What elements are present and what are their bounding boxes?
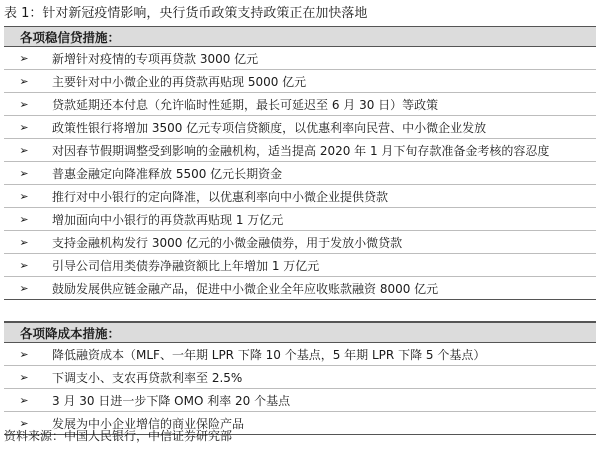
row-text: 主要针对中小微企业的再贷款再贴现 5000 亿元 xyxy=(52,74,307,89)
section-cost xyxy=(4,322,596,435)
bullet-arrow-icon: ➢ xyxy=(19,416,29,430)
table-row xyxy=(4,208,596,231)
bullet-arrow-icon: ➢ xyxy=(19,51,29,65)
row-text: 增加面向中小银行的再贷款再贴现 1 万亿元 xyxy=(52,212,284,227)
section-gap xyxy=(4,300,596,322)
table-row xyxy=(4,185,596,208)
row-text: 引导公司信用类债券净融资额比上年增加 1 万亿元 xyxy=(52,258,320,273)
table-row xyxy=(4,116,596,139)
table-row xyxy=(4,366,596,389)
row-text: 推行对中小银行的定向降准，以优惠利率向中小微企业提供贷款 xyxy=(52,189,389,204)
table-row xyxy=(4,47,596,70)
bullet-arrow-icon: ➢ xyxy=(19,74,29,88)
bullet-arrow-icon: ➢ xyxy=(19,258,29,272)
table-row xyxy=(4,254,596,277)
bullet-arrow-icon: ➢ xyxy=(19,393,29,407)
section-header: 各项稳信贷措施： xyxy=(4,26,596,47)
bullet-arrow-icon: ➢ xyxy=(19,143,29,157)
table-row xyxy=(4,231,596,254)
row-text: 新增针对疫情的专项再贷款 3000 亿元 xyxy=(52,51,259,66)
source-note: 资料来源：中国人民银行，中信证券研究部 xyxy=(4,429,233,443)
row-text: 下调支小、支农再贷款利率至 2.5% xyxy=(52,370,243,385)
bullet-arrow-icon: ➢ xyxy=(19,370,29,384)
table-row xyxy=(4,343,596,366)
row-text: 普惠金融定向降准释放 5500 亿元长期资金 xyxy=(52,166,283,181)
table-row xyxy=(4,277,596,300)
table-row xyxy=(4,93,596,116)
section-credit xyxy=(4,26,596,300)
section-header: 各项降成本措施： xyxy=(4,322,596,343)
row-text: 贷款延期还本付息（允许临时性延期，最长可延迟至 6 月 30 日）等政策 xyxy=(52,97,439,112)
table-row xyxy=(4,389,596,412)
bullet-arrow-icon: ➢ xyxy=(19,120,29,134)
row-text: 政策性银行将增加 3500 亿元专项信贷额度，以优惠利率向民营、中小微企业发放 xyxy=(52,120,487,135)
bullet-arrow-icon: ➢ xyxy=(19,281,29,295)
table-row xyxy=(4,162,596,185)
row-text: 降低融资成本（MLF、一年期 LPR 下降 10 个基点，5 年期 LPR 下降 5 个基点） xyxy=(52,347,486,362)
table-row xyxy=(4,70,596,93)
section-rows xyxy=(4,343,596,435)
table-caption: 表 1：针对新冠疫情影响，央行货币政策支持政策正在加快落地 xyxy=(4,6,368,21)
row-text: 对因春节假期调整受到影响的金融机构，适当提高 2020 年 1 月下旬存款准备金考核的容忍度 xyxy=(52,143,550,158)
bullet-arrow-icon: ➢ xyxy=(19,235,29,249)
bullet-arrow-icon: ➢ xyxy=(19,97,29,111)
row-text: 发展为中小企业增信的商业保险产品 xyxy=(52,416,245,431)
table-row xyxy=(4,139,596,162)
row-text: 鼓励发展供应链金融产品，促进中小微企业全年应收账款融资 8000 亿元 xyxy=(52,281,439,296)
row-text: 3 月 30 日进一步下降 OMO 利率 20 个基点 xyxy=(52,393,291,408)
bullet-arrow-icon: ➢ xyxy=(19,189,29,203)
row-text: 支持金融机构发行 3000 亿元的小微金融债券，用于发放小微贷款 xyxy=(52,235,403,250)
bullet-arrow-icon: ➢ xyxy=(19,347,29,361)
section-rows xyxy=(4,47,596,300)
policy-table xyxy=(4,26,596,435)
bullet-arrow-icon: ➢ xyxy=(19,166,29,180)
bullet-arrow-icon: ➢ xyxy=(19,212,29,226)
